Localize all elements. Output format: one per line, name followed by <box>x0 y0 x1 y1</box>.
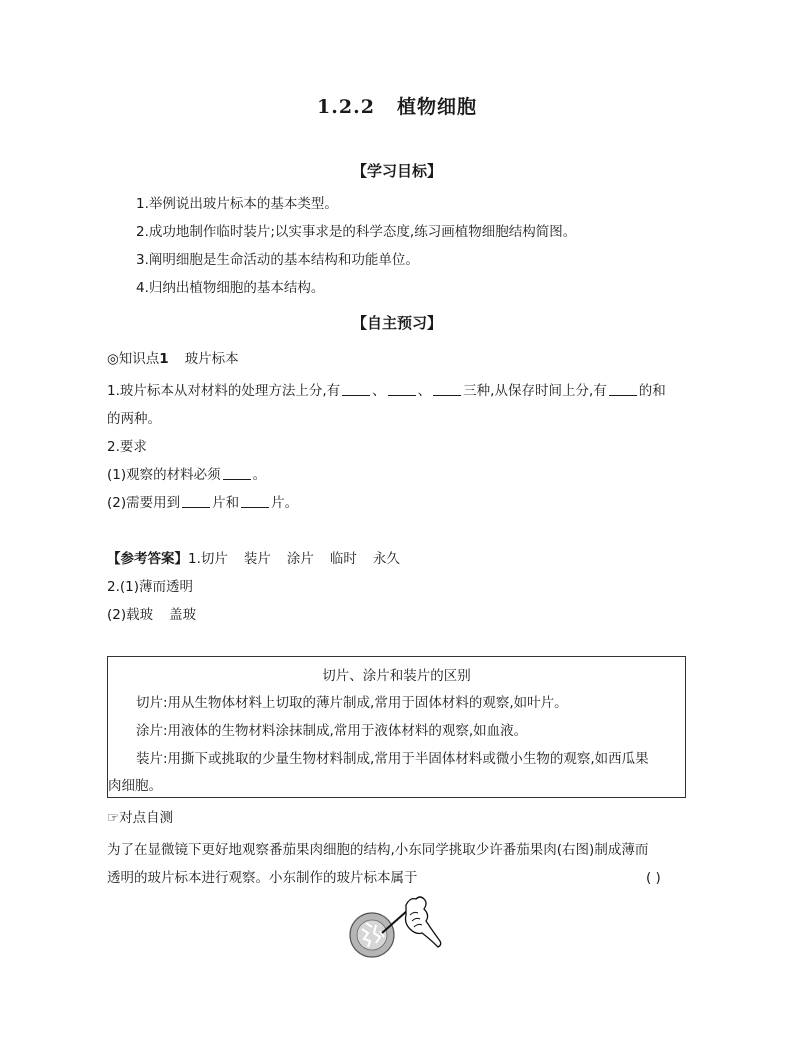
self-test-question-line-1: 为了在显微镜下更好地观察番茄果肉细胞的结构,小东同学挑取少许番茄果肉(右图)制成薄而 <box>107 842 649 858</box>
page-title <box>0 92 794 119</box>
goal-item: 1.举例说出玻片标本的基本类型。 <box>136 196 338 212</box>
answers-line-3: (2)载玻 盖玻 <box>107 607 197 623</box>
answer-blank[interactable] <box>241 493 269 508</box>
section-title: 植物细胞 <box>396 96 477 118</box>
answer-parentheses[interactable]: ( ) <box>646 870 661 886</box>
answer-blank[interactable] <box>342 381 370 396</box>
tomato-needle-icon <box>346 893 446 963</box>
question-2-label: 2.要求 <box>107 439 147 455</box>
self-test-label: ☞对点自测 <box>107 810 174 826</box>
answers-line-2: 2.(1)薄而透明 <box>107 579 194 595</box>
question-2-2: (2)需要用到 片和 片。 <box>107 495 299 511</box>
box-item-mounts: 装片:用撕下或挑取的少量生物材料制成,常用于半固体材料或微小生物的观察,如西瓜果 <box>136 751 649 767</box>
section-number: 1.2.2 <box>317 96 375 118</box>
box-item-mounts-cont: 肉细胞。 <box>108 778 162 794</box>
question-1-line-1: 1.玻片标本从对材料的处理方法上分,有 、 、 三种,从保存时间上分,有 的和 <box>107 383 666 399</box>
answers-line-1: 【参考答案】1.切片 装片 涂片 临时 永久 <box>107 551 400 567</box>
goals-heading: 【学习目标】 <box>351 162 442 180</box>
answers-label: 【参考答案】 <box>107 551 188 567</box>
answer-blank[interactable] <box>433 381 461 396</box>
box-item-smears: 涂片:用液体的生物材料涂抹制成,常用于液体材料的观察,如血液。 <box>136 723 528 739</box>
answer-blank[interactable] <box>609 381 637 396</box>
preview-heading: 【自主预习】 <box>351 314 442 332</box>
self-test-question-line-2: 透明的玻片标本进行观察。小东制作的玻片标本属于 <box>107 870 418 886</box>
question-1-line-2: 的两种。 <box>107 411 161 427</box>
goal-item: 3.阐明细胞是生命活动的基本结构和功能单位。 <box>136 252 419 268</box>
goal-item: 2.成功地制作临时装片;以实事求是的科学态度,练习画植物细胞结构简图。 <box>136 224 577 240</box>
answer-blank[interactable] <box>388 381 416 396</box>
box-title: 切片、涂片和装片的区别 <box>322 668 471 684</box>
answer-blank[interactable] <box>182 493 210 508</box>
comparison-box <box>107 656 686 798</box>
answer-blank[interactable] <box>223 465 251 480</box>
box-item-sections: 切片:用从生物体材料上切取的薄片制成,常用于固体材料的观察,如叶片。 <box>136 695 568 711</box>
goal-item: 4.归纳出植物细胞的基本结构。 <box>136 280 325 296</box>
knowledge-point-1: ◎知识点1 玻片标本 <box>107 351 239 367</box>
question-2-1: (1)观察的材料必须 。 <box>107 467 267 483</box>
